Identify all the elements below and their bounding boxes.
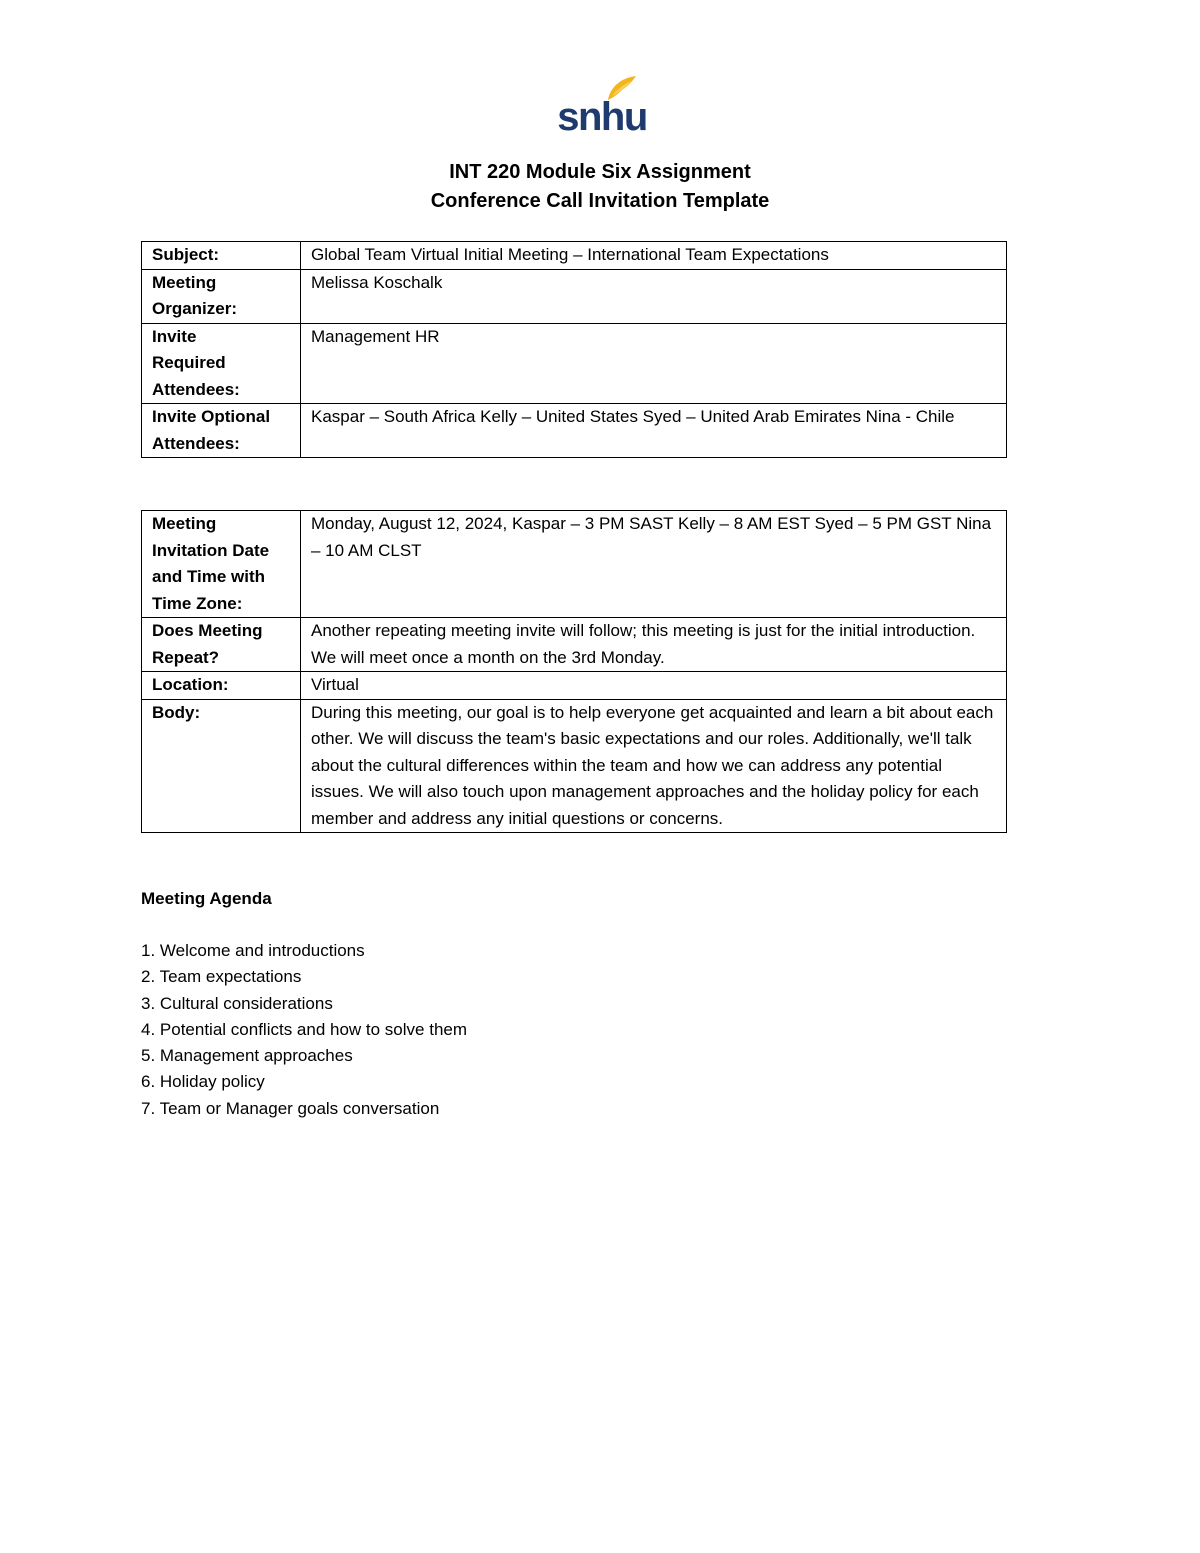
location-value: Virtual — [301, 672, 1007, 700]
logo-wordmark: snhu — [557, 95, 647, 136]
meeting-details-table — [141, 510, 1007, 833]
snhu-logo — [552, 70, 652, 136]
organizer-label: Meeting Organizer: — [142, 269, 301, 323]
table-row — [142, 269, 1007, 323]
invitation-details-table — [141, 241, 1007, 458]
list-item: 2. Team expectations — [141, 967, 302, 987]
agenda-heading: Meeting Agenda — [141, 889, 272, 908]
list-item: 7. Team or Manager goals conversation — [141, 1098, 440, 1118]
list-item: 4. Potential conflicts and how to solve them — [141, 1019, 468, 1039]
location-label: Location: — [142, 672, 301, 700]
body-value: During this meeting, our goal is to help everyone get acquainted and learn a bit about each other. We will discuss the team's basic expectations and our roles. Additionally, we'll talk about the cultural differences within the team and how we can address any potential issues. We will also touch upon management approaches and the holiday policy for each member and address any initial questions or concerns. — [301, 699, 1007, 833]
required-attendees-label: Invite Required Attendees: — [142, 323, 301, 404]
list-item: 5. Management approaches — [141, 1046, 353, 1066]
date-time-value: Monday, August 12, 2024, Kaspar – 3 PM SAST Kelly – 8 AM EST Syed – 5 PM GST Nina – 10 AM CLST — [301, 511, 1007, 618]
repeat-label: Does Meeting Repeat? — [142, 618, 301, 672]
optional-attendees-label: Invite Optional Attendees: — [142, 404, 301, 458]
repeat-value: Another repeating meeting invite will follow; this meeting is just for the initial introduction. We will meet once a month on the 3rd Monday. — [301, 618, 1007, 672]
date-time-label: Meeting Invitation Date and Time with Time Zone: — [142, 511, 301, 618]
optional-attendees-value: Kaspar – South Africa Kelly – United States Syed – United Arab Emirates Nina - Chile — [301, 404, 1007, 458]
table-row — [142, 618, 1007, 672]
table-row — [142, 699, 1007, 833]
title-line-2: Conference Call Invitation Template — [430, 190, 770, 212]
subject-value: Global Team Virtual Initial Meeting – International Team Expectations — [301, 242, 1007, 270]
list-item: 1. Welcome and introductions — [141, 941, 365, 960]
table-row — [142, 404, 1007, 458]
organizer-value: Melissa Koschalk — [301, 269, 1007, 323]
list-item: 6. Holiday policy — [141, 1072, 265, 1092]
table-row — [142, 672, 1007, 700]
document-title — [0, 158, 1200, 216]
body-label: Body: — [142, 699, 301, 833]
required-attendees-value: Management HR — [301, 323, 1007, 404]
subject-label: Subject: — [142, 242, 301, 270]
snhu-logo-graphic — [552, 70, 652, 136]
table-row — [142, 242, 1007, 270]
list-item: 3. Cultural considerations — [141, 993, 333, 1013]
agenda-list — [141, 938, 467, 1122]
table-row — [142, 323, 1007, 404]
title-line-1: INT 220 Module Six Assignment — [449, 161, 751, 183]
table-row — [142, 511, 1007, 618]
